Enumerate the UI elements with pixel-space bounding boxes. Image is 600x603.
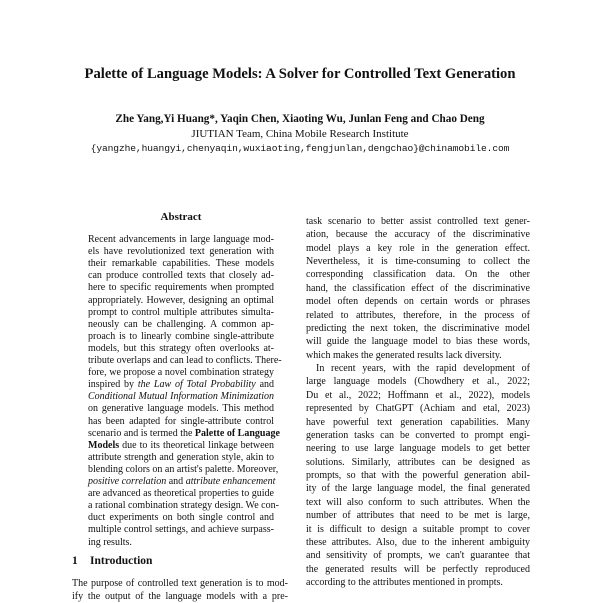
text-line: els have revolutionized text generation with <box>88 246 274 258</box>
bold-text: Palette of Language <box>194 427 280 439</box>
text-line <box>88 378 274 391</box>
text-line: hand, the classification effect of the discriminative <box>306 282 530 294</box>
text-line: have powerful text generation capabilities. Many <box>306 416 530 428</box>
text-line: neering to use large language models to get better <box>306 443 530 455</box>
text-line: ify the output of the language models with a pre- <box>72 591 288 603</box>
text-line: number of attributes that need to be met is large, <box>306 510 530 522</box>
text-line: task scenario to better assist controlled text gener- <box>306 216 530 227</box>
text-line: models, but this strategy often overlooks at- <box>88 342 274 354</box>
text-line: solutions. Similarly, attributes can be designed as <box>306 456 530 468</box>
text-line: has been adapted for single-attribute control <box>88 415 274 427</box>
text-line: Nevertheless, it is time-consuming to collect the <box>306 256 530 268</box>
text-line: neously can be challenging. A common ap- <box>88 318 274 330</box>
text-line: a rational combination strategy design. We con- <box>88 500 279 512</box>
affiliation: JIUTIAN Team, China Mobile Research Institute <box>191 128 409 140</box>
text-line: text will also conform to such attributes. When the <box>306 496 530 508</box>
italic-text: the Law of Total Probability <box>137 379 256 391</box>
text-line: blending colors on an artist's palette. Moreover, <box>88 463 279 475</box>
paper-title: Palette of Language Models: A Solver for Controlled Text Generation <box>84 66 516 82</box>
text-line <box>88 427 280 440</box>
text-line: the generated results will be perfectly reproduced <box>306 563 530 575</box>
text-line: corresponding classification data. On the other <box>306 269 530 281</box>
text-span: due to its theoretical linkage between <box>119 439 274 451</box>
text-line: which makes the generated results lack diversity. <box>306 349 502 361</box>
text-line: ing results. <box>88 536 132 548</box>
text-line: these attributes. Also, due to the inherent ambiguity <box>306 536 530 548</box>
text-line: represented by ChatGPT (Achiam and etal, 2023) <box>306 403 530 415</box>
text-line: predicting the next token, the discriminative model <box>306 322 530 334</box>
text-span: scenario and is termed the <box>88 427 195 439</box>
text-span: and <box>166 476 186 487</box>
text-line: their remarkable capabilities. These models <box>88 258 274 270</box>
text-line: attribute strength and generation style, akin to <box>88 451 274 463</box>
italic-text: Conditional Mutual Information Minimization <box>88 391 274 403</box>
author-emails: {yangzhe,huangyi,chenyaqin,wuxiaoting,fengjunlan,dengchao}@chinamobile.com <box>90 143 510 154</box>
text-line: proach is to linearly combine single-attribute <box>88 330 274 342</box>
text-line: The purpose of controlled text generation is to mod- <box>72 578 288 589</box>
author-list: Zhe Yang,Yi Huang*, Yaqin Chen, Xiaoting Wu, Junlan Feng and Chao Deng <box>115 113 485 125</box>
italic-text: positive correlation <box>88 476 167 487</box>
text-line: can produce controlled texts that closely ad- <box>88 270 274 282</box>
text-line: and sensitivity of prompts, we can't guarantee that <box>306 550 530 562</box>
text-line: according to the attributes mentioned in prompts. <box>306 576 503 588</box>
text-line: prompts, so that with the powerful generation abil- <box>306 470 530 482</box>
text-line: duct experiments on both single control and <box>88 512 274 524</box>
text-line: model plays a key role in the generation effect. <box>306 242 530 254</box>
text-line <box>88 439 274 452</box>
text-span: inspired by <box>88 379 138 391</box>
text-line: on generative language models. This method <box>88 403 274 415</box>
text-line <box>88 475 274 488</box>
text-line: appropriately. However, designing an optimal <box>88 294 274 306</box>
text-line: Du et al., 2022; Hoffmann et al., 2022), models <box>306 389 530 401</box>
text-line: are advanced as theoretical properties to guide <box>88 488 274 500</box>
section-title: Introduction <box>90 555 153 567</box>
text-span: and <box>255 379 275 391</box>
text-line: related to attributes, therefore, in the process of <box>306 309 530 321</box>
italic-text: attribute enhancement <box>185 476 276 487</box>
bold-text: Models <box>88 439 120 451</box>
text-line: fore, we propose a novel combination strategy <box>88 367 274 379</box>
section-number: 1 <box>72 555 78 567</box>
text-line <box>88 390 274 403</box>
text-line: will guide the language model to bias these words, <box>306 336 530 348</box>
text-line: it is difficult to design a suitable prompt to cover <box>306 523 530 535</box>
text-line: ity of the large language model, the final generated <box>306 483 530 495</box>
text-line: In recent years, with the rapid development of <box>316 363 530 375</box>
text-line: tribute overlaps and can lead to conflicts. There- <box>88 355 282 366</box>
text-line: generation tasks can be converted to prompt engi- <box>306 429 530 441</box>
text-line: Recent advancements in large language mod- <box>88 234 274 245</box>
text-line: large language models (Chowdhery et al., 2022; <box>306 376 530 388</box>
text-line: ation, because the accuracy of the discriminative <box>306 229 530 241</box>
text-line: here to specific requirements when prompted <box>88 282 274 294</box>
text-line: model often depends on certain words or phrases <box>306 296 530 308</box>
section-heading-introduction <box>72 555 152 567</box>
abstract-heading: Abstract <box>160 211 202 223</box>
text-line: multiple control settings, and achieve surpass- <box>88 524 274 536</box>
text-line: prompt to control multiple attributes simulta- <box>88 306 274 318</box>
